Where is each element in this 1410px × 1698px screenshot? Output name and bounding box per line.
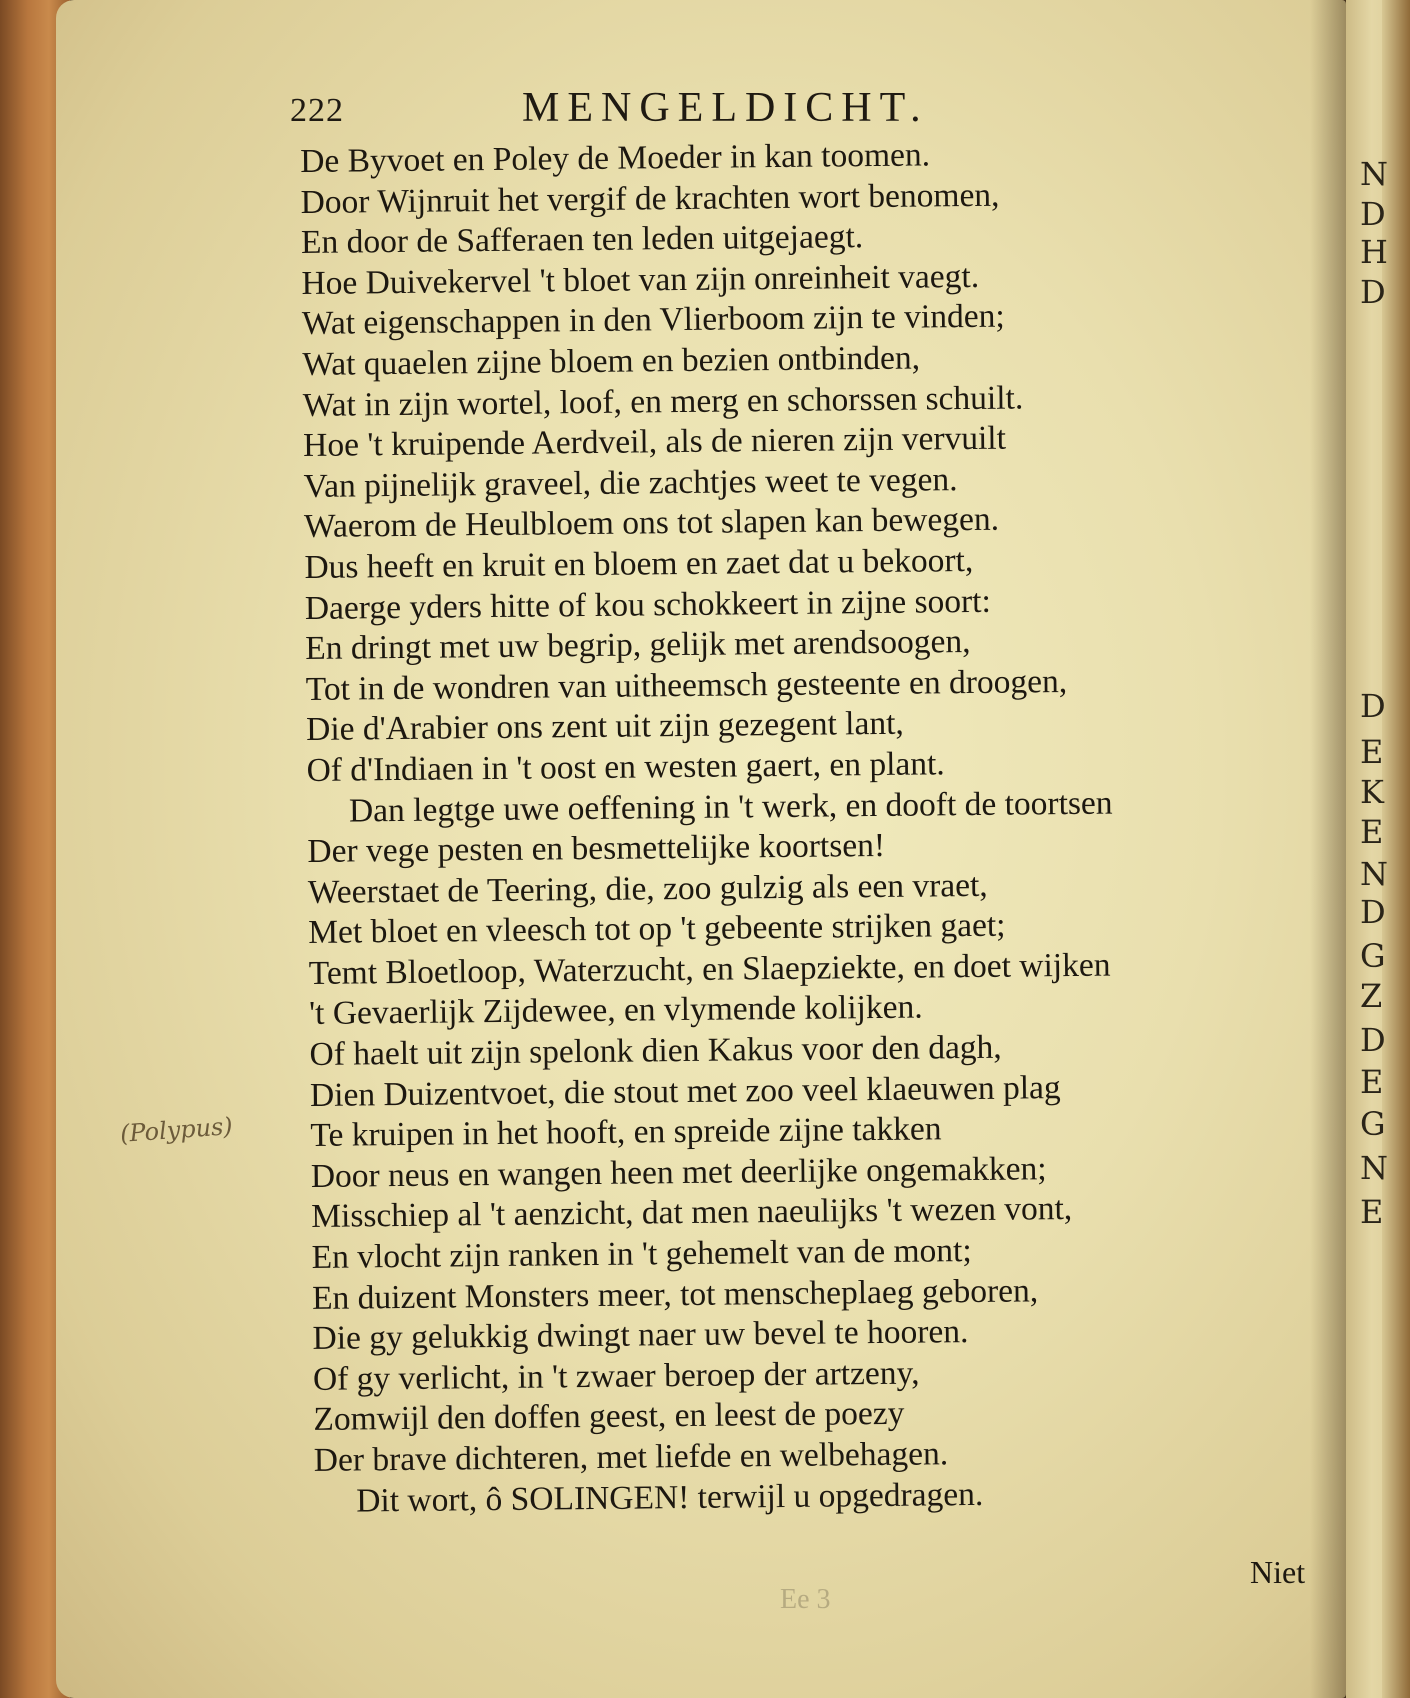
poem-line: Waerom de Heulbloem ons tot slapen kan bewegen. xyxy=(303,501,1000,546)
poem-line: Dien Duizentvoet, die stout met zoo veel klaeuwen plag xyxy=(309,1068,1061,1114)
handwritten-margin-note: (Polypus) xyxy=(119,1112,234,1148)
poem-line: Wat quaelen zijne bloem en bezien ontbinden, xyxy=(302,339,921,383)
poem-line: Of haelt uit zijn spelonk dien Kakus voor den dagh, xyxy=(309,1028,1002,1074)
poem-line: Hoe Duivekervel 't bloet van zijn onreinheit vaegt. xyxy=(301,257,980,302)
facing-page-letter: Z xyxy=(1360,977,1383,1015)
poem-line: Of d'Indiaen in 't oost en westen gaert, en plant. xyxy=(306,745,945,789)
poem-line: Te kruipen in het hooft, en spreide zijne takken xyxy=(310,1110,942,1155)
poem-line: Zomwijl den doffen geest, en leest de poezy xyxy=(313,1395,905,1439)
facing-page-letter: N xyxy=(1360,1149,1388,1187)
poem-line: Misschiep al 't aenzicht, dat men naeulijks 't wezen vont, xyxy=(311,1190,1073,1236)
poem-line: Weerstaet de Teering, die, zoo gulzig als een vraet, xyxy=(307,866,988,911)
poem-line: Of gy verlicht, in 't zwaer beroep der artzeny, xyxy=(312,1354,920,1398)
poem-line: En dringt met uw begrip, gelijk met arendsoogen, xyxy=(305,623,971,668)
poem-line: Dan legtge uwe oeffening in 't werk, en dooft de toortsen xyxy=(348,784,1113,830)
facing-page-letter: K xyxy=(1360,773,1384,811)
facing-page-letter: D xyxy=(1360,893,1386,931)
facing-page-letter: E xyxy=(1360,733,1384,771)
facing-page-letter: E xyxy=(1360,813,1384,851)
poem-line: Die gy gelukkig dwingt naer uw bevel te hooren. xyxy=(312,1313,969,1358)
poem-line: Dus heeft en kruit en bloem en zaet dat u bekoort, xyxy=(304,541,974,586)
poem-line: Tot in de wondren van uitheemsch gesteente en droogen, xyxy=(305,662,1068,708)
facing-page-letter: N xyxy=(1360,855,1388,893)
poem-line: Door neus en wangen heen met deerlijke ongemakken; xyxy=(310,1150,1047,1195)
poem-line: En duizent Monsters meer, tot menscheplaeg geboren, xyxy=(311,1271,1039,1317)
page-number: 222 xyxy=(290,92,344,129)
poem-line: Der vege pesten en besmettelijke koortsen! xyxy=(307,827,886,871)
poem-line: Door Wijnruit het vergif de krachten wort benomen, xyxy=(300,176,1000,221)
facing-page-letter: D xyxy=(1360,195,1386,233)
poem-line: Hoe 't kruipende Aerdveil, als de nieren zijn vervuilt xyxy=(302,419,1007,465)
poem-line: Der brave dichteren, met liefde en welbehagen. xyxy=(313,1435,949,1479)
poem-line: De Byvoet en Poley de Moeder in kan toomen. xyxy=(300,136,931,180)
facing-page-letter: E xyxy=(1360,1193,1384,1231)
facing-page-letter: G xyxy=(1360,1105,1386,1143)
facing-page-letter: G xyxy=(1360,937,1386,975)
facing-page-letter: E xyxy=(1360,1063,1384,1101)
poem-line: Daerge yders hitte of kou schokkeert in zijne soort: xyxy=(304,582,991,627)
facing-page-letter: D xyxy=(1360,1021,1386,1059)
facing-page-letter: D xyxy=(1360,273,1386,311)
poem-line: Temt Bloetloop, Waterzucht, en Slaepziekte, en doet wijken xyxy=(308,946,1111,992)
page-header xyxy=(290,84,1070,134)
poem-line: Dit wort, ô SOLINGEN! terwijl u opgedragen. xyxy=(356,1475,984,1520)
poem-line: En door de Safferaen ten leden uitgejaegt. xyxy=(300,218,864,262)
poem-text xyxy=(300,132,1304,1522)
poem-line: 't Gevaerlijk Zijdewee, en vlymende kolijken. xyxy=(308,988,923,1033)
poem-line: Wat in zijn wortel, loof, en merg en schorssen schuilt. xyxy=(302,379,1024,424)
poem-line: En vlocht zijn ranken in 't gehemelt van de mont; xyxy=(311,1232,972,1276)
facing-page-letter: N xyxy=(1360,155,1388,193)
poem-line: Met bloet en vleesch tot op 't gebeente strijken gaet; xyxy=(308,906,1006,952)
facing-page-letter: D xyxy=(1360,687,1386,725)
signature-mark: Ee 3 xyxy=(780,1584,831,1615)
poem-line: Die d'Arabier ons zent uit zijn gezegent lant, xyxy=(305,705,904,749)
page-gutter-shadow xyxy=(1310,0,1346,1698)
poem-line: Van pijnelijk graveel, die zachtjes weet te vegen. xyxy=(303,460,958,505)
facing-page-edge xyxy=(1346,0,1410,1698)
poem-line: Wat eigenschappen in den Vlierboom zijn te vinden; xyxy=(301,298,1005,343)
facing-page-letter: H xyxy=(1360,233,1388,271)
catchword: Niet xyxy=(1250,1554,1306,1590)
running-title: MENGELDICHT. xyxy=(522,85,929,131)
